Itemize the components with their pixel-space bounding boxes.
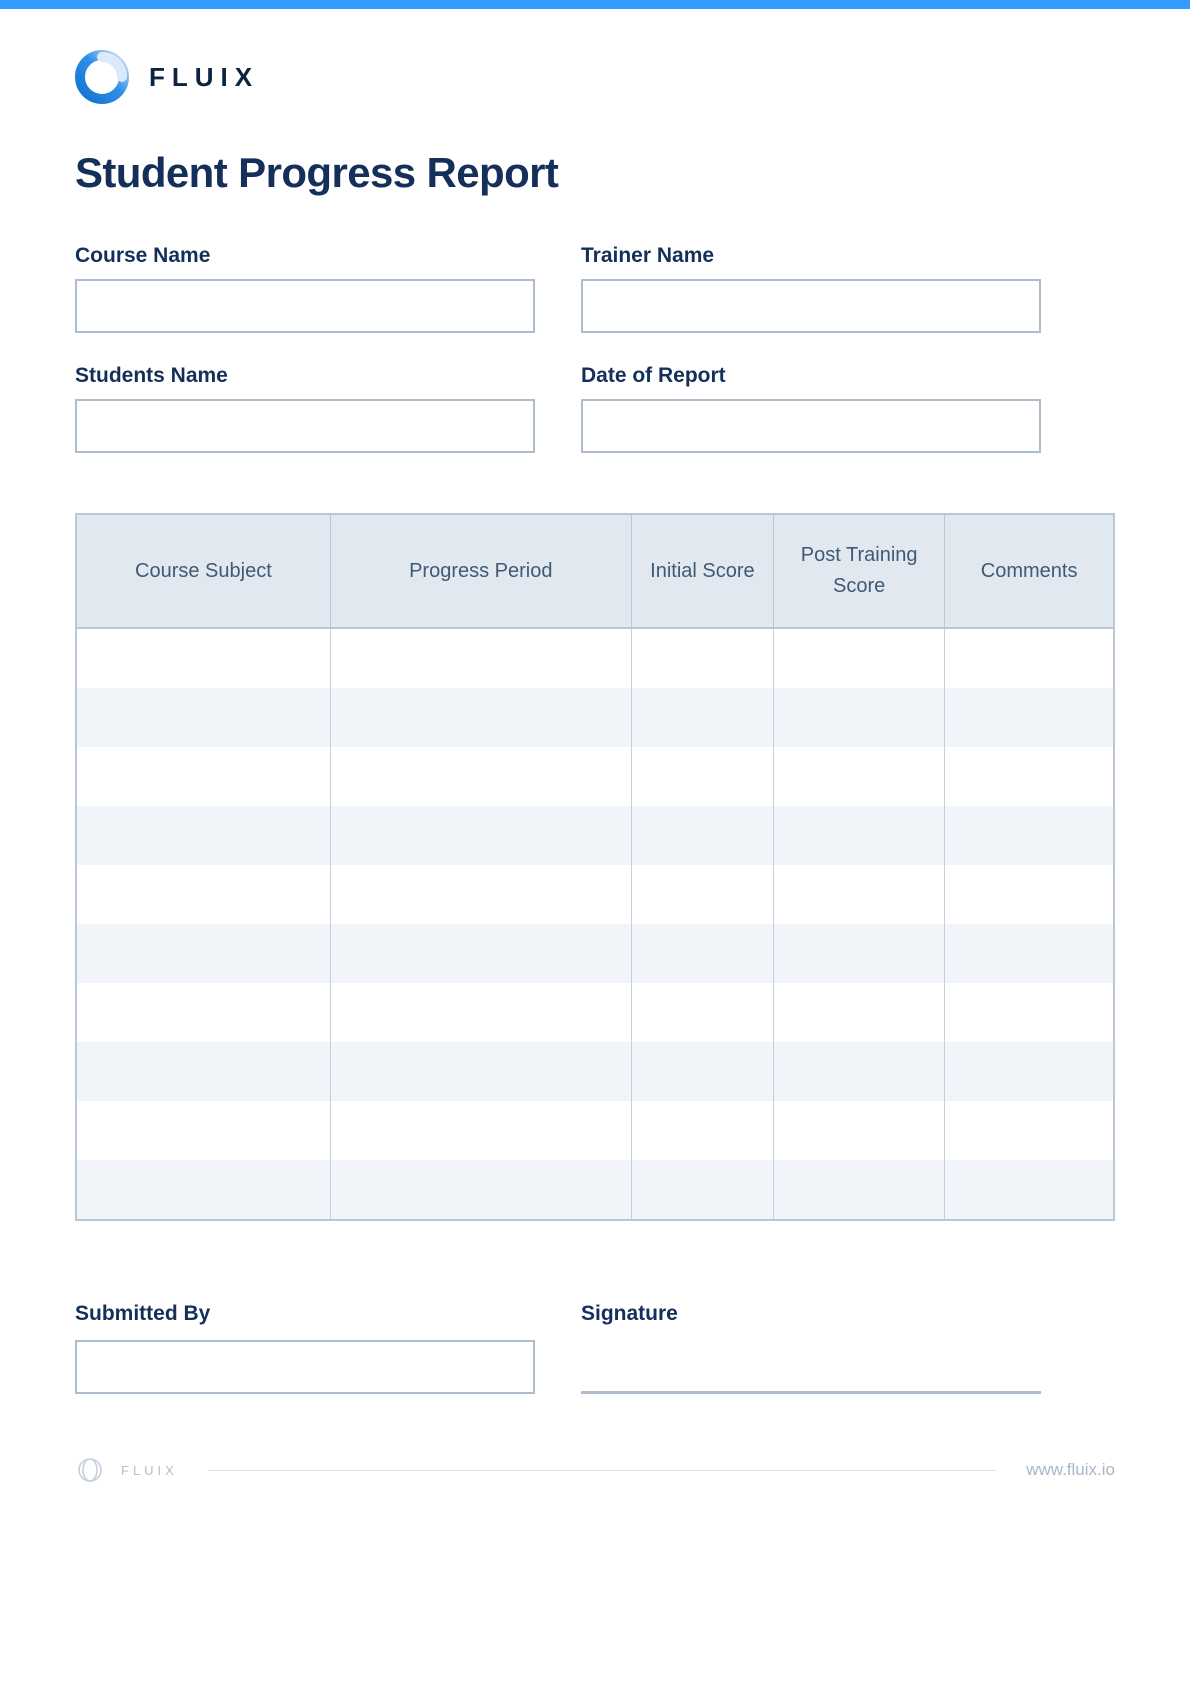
table-cell[interactable]	[76, 1101, 330, 1160]
signoff-section	[75, 1301, 1115, 1393]
table-cell[interactable]	[774, 924, 945, 983]
table-cell[interactable]	[330, 1101, 631, 1160]
table-cell[interactable]	[330, 1042, 631, 1101]
progress-table-body	[76, 628, 1114, 1220]
brand-wordmark: FLUIX	[149, 61, 260, 92]
page-footer	[75, 1455, 1115, 1485]
table-cell[interactable]	[631, 983, 773, 1042]
table-cell[interactable]	[774, 747, 945, 806]
table-cell[interactable]	[631, 747, 773, 806]
table-cell[interactable]	[76, 1160, 330, 1220]
table-cell[interactable]	[945, 806, 1114, 865]
table-row	[76, 865, 1114, 924]
table-row	[76, 747, 1114, 806]
progress-table-head	[76, 514, 1114, 628]
label-date-of-report: Date of Report	[581, 364, 726, 388]
brand-header	[75, 0, 1115, 106]
table-cell[interactable]	[945, 1101, 1114, 1160]
page-title: Student Progress Report	[75, 149, 559, 196]
table-cell[interactable]	[774, 1160, 945, 1220]
label-course-name: Course Name	[75, 244, 211, 268]
table-cell[interactable]	[631, 924, 773, 983]
table-cell[interactable]	[774, 1042, 945, 1101]
table-cell[interactable]	[945, 1160, 1114, 1220]
date-of-report-input[interactable]	[581, 399, 1041, 453]
table-cell[interactable]	[76, 688, 330, 747]
column-header-comments: Comments	[945, 514, 1114, 628]
table-cell[interactable]	[330, 747, 631, 806]
table-cell[interactable]	[631, 806, 773, 865]
field-students-name	[75, 363, 535, 453]
table-cell[interactable]	[330, 865, 631, 924]
form-fields	[75, 243, 1115, 461]
field-signature	[581, 1301, 1041, 1393]
table-cell[interactable]	[76, 865, 330, 924]
column-header-course-subject: Course Subject	[76, 514, 330, 628]
table-cell[interactable]	[330, 806, 631, 865]
label-trainer-name: Trainer Name	[581, 244, 715, 268]
table-cell[interactable]	[76, 747, 330, 806]
table-cell[interactable]	[76, 983, 330, 1042]
table-row	[76, 688, 1114, 747]
fluix-logo-icon	[75, 50, 129, 104]
column-header-progress-period: Progress Period	[330, 514, 631, 628]
table-cell[interactable]	[76, 806, 330, 865]
table-cell[interactable]	[330, 983, 631, 1042]
table-cell[interactable]	[774, 628, 945, 688]
table-header-row	[76, 514, 1114, 628]
table-cell[interactable]	[945, 865, 1114, 924]
table-cell[interactable]	[945, 688, 1114, 747]
table-cell[interactable]	[330, 1160, 631, 1220]
table-row	[76, 806, 1114, 865]
field-submitted-by	[75, 1301, 535, 1393]
field-course-name	[75, 243, 535, 333]
table-cell[interactable]	[945, 628, 1114, 688]
table-row	[76, 924, 1114, 983]
label-signature: Signature	[581, 1302, 678, 1326]
table-row	[76, 983, 1114, 1042]
column-header-post-training-score: Post Training Score	[774, 514, 945, 628]
table-cell[interactable]	[631, 688, 773, 747]
table-cell[interactable]	[330, 688, 631, 747]
label-students-name: Students Name	[75, 364, 228, 388]
table-cell[interactable]	[945, 924, 1114, 983]
students-name-input[interactable]	[75, 399, 535, 453]
table-cell[interactable]	[774, 983, 945, 1042]
table-cell[interactable]	[631, 1160, 773, 1220]
field-trainer-name	[581, 243, 1041, 333]
progress-table	[75, 513, 1115, 1221]
table-row	[76, 1042, 1114, 1101]
table-cell[interactable]	[76, 628, 330, 688]
footer-divider	[208, 1470, 996, 1471]
course-name-input[interactable]	[75, 279, 535, 333]
table-cell[interactable]	[945, 747, 1114, 806]
table-cell[interactable]	[631, 1101, 773, 1160]
trainer-name-input[interactable]	[581, 279, 1041, 333]
table-cell[interactable]	[774, 688, 945, 747]
table-cell[interactable]	[631, 1042, 773, 1101]
table-cell[interactable]	[631, 865, 773, 924]
footer-url: www.fluix.io	[1026, 1460, 1115, 1479]
table-row	[76, 628, 1114, 688]
signature-line[interactable]	[581, 1340, 1041, 1394]
fluix-footer-logo-icon	[75, 1455, 105, 1485]
table-row	[76, 1160, 1114, 1220]
table-cell[interactable]	[774, 865, 945, 924]
table-cell[interactable]	[945, 983, 1114, 1042]
table-cell[interactable]	[330, 924, 631, 983]
table-cell[interactable]	[774, 806, 945, 865]
table-cell[interactable]	[774, 1101, 945, 1160]
table-cell[interactable]	[76, 1042, 330, 1101]
table-cell[interactable]	[330, 628, 631, 688]
submitted-by-input[interactable]	[75, 1340, 535, 1394]
column-header-initial-score: Initial Score	[631, 514, 773, 628]
table-row	[76, 1101, 1114, 1160]
footer-wordmark: FLUIX	[121, 1462, 178, 1478]
field-date-of-report	[581, 363, 1041, 453]
label-submitted-by: Submitted By	[75, 1302, 211, 1326]
table-cell[interactable]	[76, 924, 330, 983]
table-cell[interactable]	[945, 1042, 1114, 1101]
table-cell[interactable]	[631, 628, 773, 688]
